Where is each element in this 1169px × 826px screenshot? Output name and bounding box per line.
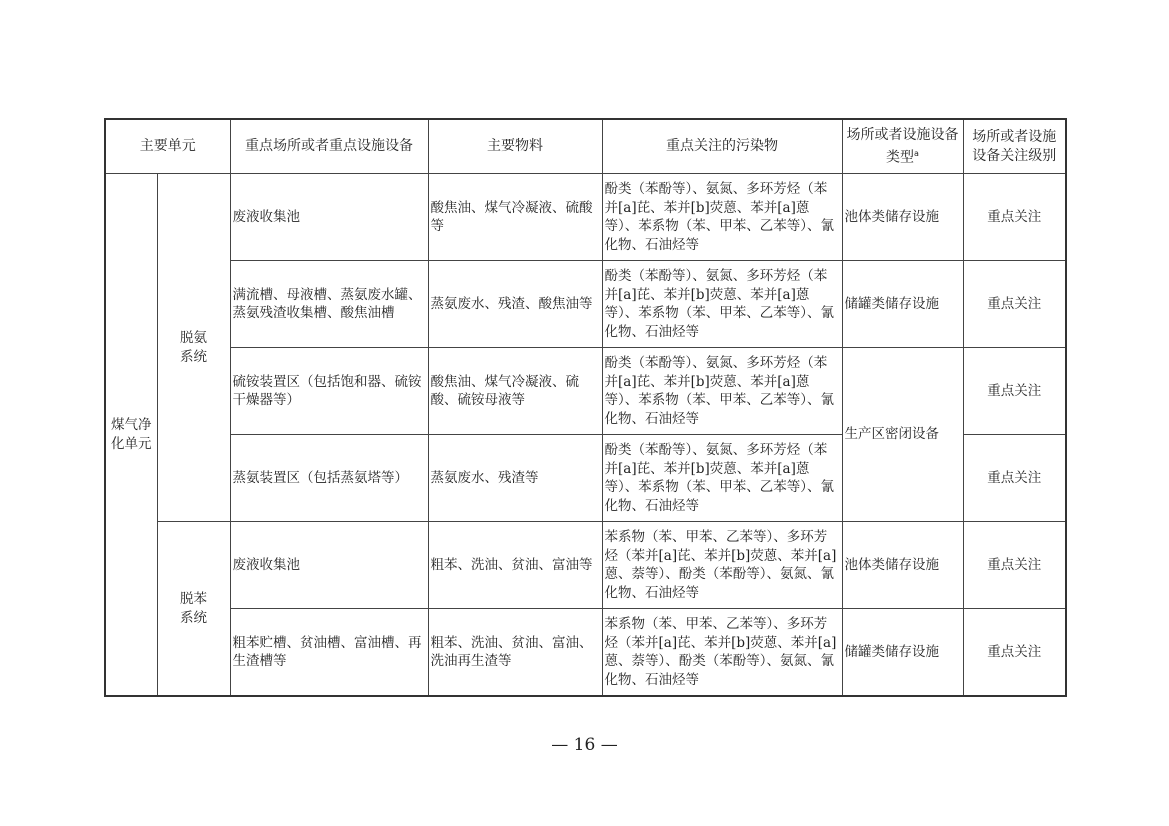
table-row xyxy=(105,609,1066,697)
pollutants-cell: 苯系物（苯、甲苯、乙苯等）、多环芳烃（苯并[a]芘、苯并[b]荧蒽、苯并[a]蒽、萘等）、酚类（苯酚等）、氨氮、氰化物、石油烃等 xyxy=(602,522,842,609)
header-level: 场所或者设施设备关注级别 xyxy=(963,119,1066,174)
header-materials: 主要物料 xyxy=(428,119,602,174)
facility-cell: 蒸氨装置区（包括蒸氨塔等） xyxy=(230,435,428,522)
type-cell: 池体类储存设施 xyxy=(842,522,963,609)
unit-group-cell: 煤气净化单元 xyxy=(105,174,157,697)
level-cell: 重点关注 xyxy=(963,435,1066,522)
level-cell: 重点关注 xyxy=(963,174,1066,261)
facility-cell: 粗苯贮槽、贫油槽、富油槽、再生渣槽等 xyxy=(230,609,428,697)
pollutants-cell: 酚类（苯酚等）、氨氮、多环芳烃（苯并[a]芘、苯并[b]荧蒽、苯并[a]蒽等）、苯系物（苯、甲苯、乙苯等）、氰化物、石油烃等 xyxy=(602,348,842,435)
materials-cell: 蒸氨废水、残渣等 xyxy=(428,435,602,522)
footnote-marker: a xyxy=(914,148,919,158)
materials-cell: 粗苯、洗油、贫油、富油等 xyxy=(428,522,602,609)
materials-cell: 粗苯、洗油、贫油、富油、洗油再生渣等 xyxy=(428,609,602,697)
level-cell: 重点关注 xyxy=(963,609,1066,697)
type-cell: 池体类储存设施 xyxy=(842,174,963,261)
table-row xyxy=(105,348,1066,435)
type-cell: 储罐类储存设施 xyxy=(842,261,963,348)
materials-cell: 蒸氨废水、残渣、酸焦油等 xyxy=(428,261,602,348)
pollutants-cell: 酚类（苯酚等）、氨氮、多环芳烃（苯并[a]芘、苯并[b]荧蒽、苯并[a]蒽等）、苯系物（苯、甲苯、乙苯等）、氰化物、石油烃等 xyxy=(602,435,842,522)
level-cell: 重点关注 xyxy=(963,348,1066,435)
header-type: 场所或者设施设备类型$^a$ xyxy=(842,119,963,174)
facility-cell: 硫铵装置区（包括饱和器、硫铵干燥器等） xyxy=(230,348,428,435)
materials-cell: 酸焦油、煤气冷凝液、硫酸、硫铵母液等 xyxy=(428,348,602,435)
page-number: — 16 — xyxy=(551,735,618,755)
level-cell: 重点关注 xyxy=(963,261,1066,348)
type-cell: 储罐类储存设施 xyxy=(842,609,963,697)
table-row xyxy=(105,261,1066,348)
pollutants-cell: 酚类（苯酚等）、氨氮、多环芳烃（苯并[a]芘、苯并[b]荧蒽、苯并[a]蒽等）、苯系物（苯、甲苯、乙苯等）、氰化物、石油烃等 xyxy=(602,174,842,261)
type-cell: 生产区密闭设备 xyxy=(842,348,963,522)
level-cell: 重点关注 xyxy=(963,522,1066,609)
facility-cell: 废液收集池 xyxy=(230,522,428,609)
pollutants-cell: 酚类（苯酚等）、氨氮、多环芳烃（苯并[a]芘、苯并[b]荧蒽、苯并[a]蒽等）、苯系物（苯、甲苯、乙苯等）、氰化物、石油烃等 xyxy=(602,261,842,348)
header-unit: 主要单元 xyxy=(105,119,230,174)
pollutant-facility-table xyxy=(104,118,1067,697)
pollutants-cell: 苯系物（苯、甲苯、乙苯等）、多环芳烃（苯并[a]芘、苯并[b]荧蒽、苯并[a]蒽、萘等）、酚类（苯酚等）、氨氮、氰化物、石油烃等 xyxy=(602,609,842,697)
table-row xyxy=(105,522,1066,609)
table-header-row xyxy=(105,119,1066,174)
materials-cell: 酸焦油、煤气冷凝液、硫酸等 xyxy=(428,174,602,261)
facility-cell: 满流槽、母液槽、蒸氨废水罐、蒸氨残渣收集槽、酸焦油槽 xyxy=(230,261,428,348)
facility-cell: 废液收集池 xyxy=(230,174,428,261)
table-row xyxy=(105,174,1066,261)
header-facility: 重点场所或者重点设施设备 xyxy=(230,119,428,174)
header-pollutants: 重点关注的污染物 xyxy=(602,119,842,174)
subsystem-cell: 脱氨系统 xyxy=(157,174,230,522)
subsystem-cell: 脱苯系统 xyxy=(157,522,230,697)
